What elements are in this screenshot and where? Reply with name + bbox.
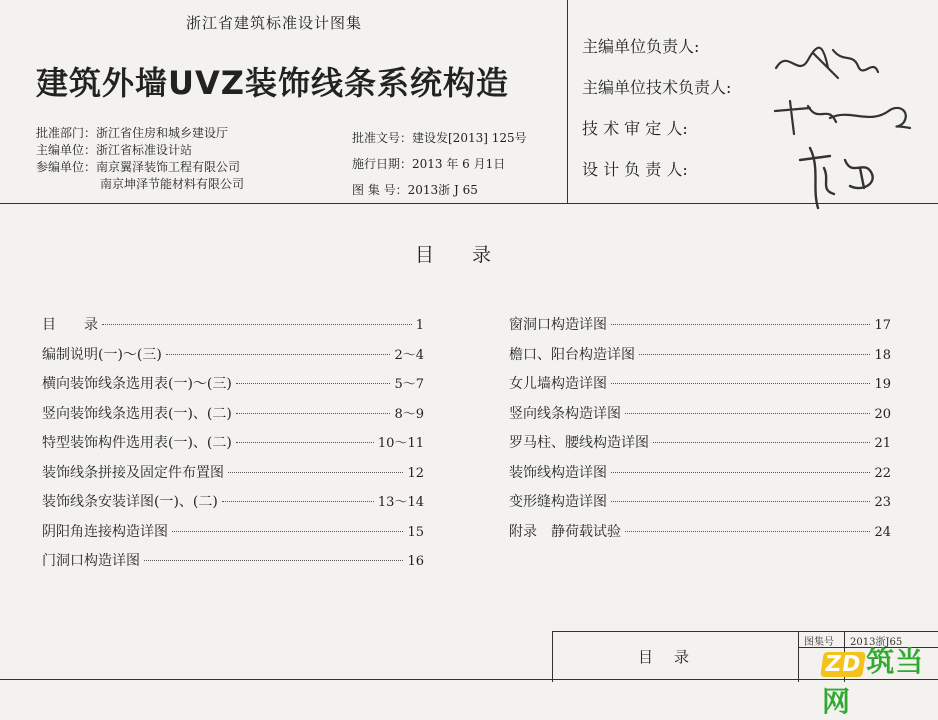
- responsible-row-4: [582, 157, 760, 180]
- toc-entry-page: 19: [874, 377, 891, 392]
- signature-2: [770, 96, 920, 140]
- toc-entry-page: 17: [874, 318, 891, 333]
- toc-entry-page: 2～4: [394, 347, 424, 363]
- toc-entry[interactable]: [42, 491, 424, 513]
- toc-entry[interactable]: [509, 521, 891, 543]
- toc-entry-title: 附录 静荷载试验: [509, 523, 621, 540]
- publication-info-left: [36, 125, 244, 193]
- page-title: 建筑外墙UVZ装饰线条系统构造: [36, 64, 509, 102]
- responsible-row-2: [582, 75, 760, 98]
- toc-entry-title: 罗马柱、腰线构造详图: [509, 435, 649, 451]
- toc-entry-page: 21: [874, 436, 891, 451]
- toc-entry[interactable]: [509, 373, 891, 395]
- toc-entry-page: 16: [407, 554, 424, 569]
- toc-entry-title: 编制说明(一)～(三): [42, 346, 162, 363]
- toc-leader-dots: [653, 442, 870, 443]
- toc-leader-dots: [228, 472, 403, 473]
- toc-entry-page: 5～7: [394, 377, 424, 392]
- toc-entry-title: 装饰线条拼接及固定件布置图: [42, 464, 224, 481]
- toc-entry[interactable]: [42, 462, 424, 484]
- toc-leader-dots: [611, 324, 870, 325]
- toc-entry-title: 门洞口构造详图: [42, 553, 140, 569]
- effective-date: 施行日期：2013 年 6 月1日: [352, 157, 506, 171]
- participant-unit-2: 南京坤泽节能材料有限公司: [100, 177, 245, 191]
- toc-entry-title: 目 录: [42, 317, 98, 333]
- footer-left-line: [552, 631, 553, 682]
- toc-entry-page: 20: [874, 406, 891, 422]
- toc-entry[interactable]: [509, 491, 891, 513]
- toc-entry-title: 竖向装饰线条选用表(一)、(二): [42, 405, 232, 422]
- toc-leader-dots: [166, 354, 391, 355]
- toc-entry-title: 檐口、阳台构造详图: [509, 346, 635, 363]
- toc-entry[interactable]: [509, 462, 891, 484]
- toc-entry-page: 1: [415, 318, 424, 333]
- toc-entry[interactable]: [509, 344, 891, 366]
- toc-leader-dots: [222, 501, 374, 502]
- toc-entry-page: 15: [407, 524, 424, 540]
- toc-leader-dots: [625, 531, 870, 532]
- toc-entry[interactable]: [509, 403, 891, 425]
- signature-3: [790, 138, 890, 216]
- toc-entry[interactable]: [509, 432, 891, 454]
- toc-leader-dots: [611, 383, 870, 384]
- toc-entry-title: 变形缝构造详图: [509, 494, 607, 510]
- responsible-label: 主编单位负责人:: [582, 37, 700, 56]
- footer-top-line: [552, 631, 938, 632]
- toc-entry[interactable]: [42, 403, 424, 425]
- toc-entry-page: 18: [874, 347, 891, 363]
- footer-title: 目 录: [638, 648, 693, 666]
- editor-unit: 主编单位：浙江省标准设计站: [36, 143, 193, 157]
- toc-entry-title: 横向装饰线条选用表(一)～(三): [42, 376, 232, 392]
- footer-mid-line: [798, 631, 799, 682]
- toc-entry[interactable]: [509, 314, 891, 336]
- responsible-row-1: [582, 34, 760, 57]
- participant-unit-1: 参编单位：南京翼泽装饰工程有限公司: [36, 160, 241, 174]
- watermark-logo: [822, 640, 938, 720]
- responsible-label: 主编单位技术负责人:: [582, 78, 732, 97]
- watermark-text: 筑当网: [822, 645, 925, 718]
- toc-entry-page: 10～11: [377, 436, 424, 451]
- toc-entry[interactable]: [42, 550, 424, 572]
- header-divider: [567, 0, 568, 204]
- toc-entry-page: 8～9: [394, 406, 424, 422]
- toc-entry-page: 22: [874, 465, 891, 481]
- toc-entry-title: 阴阳角连接构造详图: [42, 523, 168, 540]
- toc-entry-page: 13～14: [377, 495, 424, 510]
- collection-title: 浙江省建筑标准设计图集: [186, 14, 363, 32]
- publication-info-right: [352, 125, 527, 203]
- toc-entry-page: 23: [874, 495, 891, 510]
- toc-entry-title: 装饰线条安装详图(一)、(二): [42, 494, 218, 510]
- toc-leader-dots: [639, 354, 870, 355]
- signature-1: [768, 38, 888, 88]
- toc-entry-title: 装饰线构造详图: [509, 464, 607, 481]
- toc-leader-dots: [172, 531, 403, 532]
- toc-heading: 目 录: [415, 244, 492, 266]
- toc-entry[interactable]: [42, 314, 424, 336]
- toc-leader-dots: [144, 560, 403, 561]
- toc-leader-dots: [236, 383, 391, 384]
- toc-entry-title: 竖向线条构造详图: [509, 405, 621, 422]
- toc-entry[interactable]: [42, 521, 424, 543]
- responsible-row-3: [582, 116, 760, 139]
- toc-leader-dots: [611, 501, 870, 502]
- toc-leader-dots: [102, 324, 412, 325]
- watermark-logo-mark: ZD: [820, 652, 866, 677]
- toc-entry[interactable]: [42, 344, 424, 366]
- toc-entry[interactable]: [42, 432, 424, 454]
- toc-entry-title: 窗洞口构造详图: [509, 317, 607, 333]
- approval-dept: 批准部门：浙江省住房和城乡建设厅: [36, 126, 229, 140]
- toc-leader-dots: [611, 472, 870, 473]
- atlas-number: 图 集 号：2013浙 J 65: [352, 183, 478, 197]
- toc-entry-title: 特型装饰构件选用表(一)、(二): [42, 435, 232, 451]
- toc-entry-title: 女儿墙构造详图: [509, 376, 607, 392]
- toc-leader-dots: [236, 442, 374, 443]
- approval-number: 批准文号：建设发[2013] 125号: [352, 131, 527, 145]
- responsible-label: 设 计 负 责 人:: [582, 160, 688, 179]
- toc-entry[interactable]: [42, 373, 424, 395]
- atlas-value: 2013浙J65: [850, 637, 903, 648]
- toc-leader-dots: [625, 413, 870, 414]
- atlas-label: 图集号: [804, 637, 834, 648]
- toc-entry-page: 12: [407, 465, 424, 481]
- toc-leader-dots: [236, 413, 391, 414]
- toc-entry-page: 24: [874, 524, 891, 540]
- responsible-label: 技 术 审 定 人:: [582, 119, 688, 138]
